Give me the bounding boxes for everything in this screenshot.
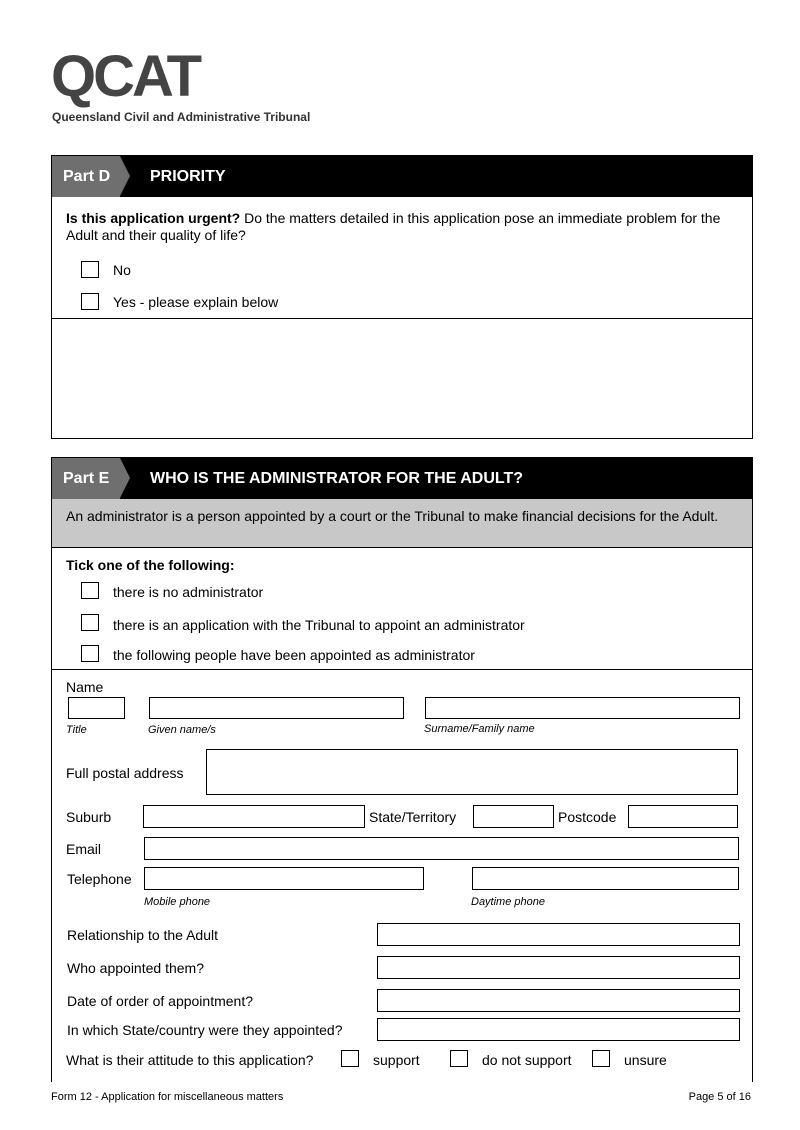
- page-number: Page 5 of 16: [688, 1091, 751, 1103]
- daytime-phone-hint: Daytime phone: [471, 896, 545, 908]
- suburb-input[interactable]: [143, 805, 365, 828]
- relationship-label: Relationship to the Adult: [67, 927, 218, 943]
- name-label: Name: [66, 679, 104, 695]
- title-hint: Title: [66, 724, 87, 736]
- state-country-label: In which State/country were they appointed?: [67, 1022, 343, 1038]
- telephone-label: Telephone: [67, 871, 132, 887]
- urgent-yes-checkbox[interactable]: [81, 293, 99, 310]
- urgent-yes-label: Yes - please explain below: [113, 294, 279, 310]
- urgency-question-bold: Is this application urgent?: [66, 210, 241, 226]
- urgency-explanation-field[interactable]: [52, 319, 752, 436]
- unsure-label: unsure: [624, 1052, 667, 1068]
- who-appointed-input[interactable]: [377, 956, 740, 979]
- postal-address-label: Full postal address: [66, 765, 184, 781]
- part-e-section: [51, 457, 753, 1082]
- part-e-header: [52, 458, 752, 499]
- administrator-appointed-label: the following people have been appointed as administrator: [113, 647, 475, 663]
- mobile-phone-input[interactable]: [144, 867, 424, 890]
- given-names-input[interactable]: [149, 697, 404, 719]
- administrator-definition: An administrator is a person appointed by a court or the Tribunal to make financial decisions for the Adult.: [66, 508, 719, 524]
- suburb-label: Suburb: [66, 809, 112, 825]
- appointment-date-input[interactable]: [377, 989, 740, 1012]
- administrator-appointed-checkbox[interactable]: [81, 645, 99, 662]
- part-d-header: [52, 156, 752, 197]
- state-country-input[interactable]: [377, 1018, 740, 1041]
- urgent-no-checkbox[interactable]: [81, 261, 99, 278]
- state-territory-input[interactable]: [473, 805, 554, 828]
- do-not-support-label: do not support: [482, 1052, 572, 1068]
- do-not-support-checkbox[interactable]: [450, 1050, 468, 1067]
- support-checkbox[interactable]: [341, 1050, 359, 1067]
- urgent-no-label: No: [113, 262, 131, 278]
- state-territory-label: State/Territory: [369, 809, 457, 825]
- appointment-date-label: Date of order of appointment?: [67, 993, 254, 1009]
- daytime-phone-input[interactable]: [472, 867, 739, 890]
- tick-instruction: Tick one of the following:: [66, 557, 235, 573]
- form-name: Form 12 - Application for miscellaneous matters: [51, 1091, 284, 1103]
- relationship-input[interactable]: [377, 923, 740, 946]
- title-input[interactable]: [68, 697, 125, 719]
- urgency-question: [66, 210, 738, 244]
- no-administrator-label: there is no administrator: [113, 584, 264, 600]
- application-pending-label: there is an application with the Tribunal to appoint an administrator: [113, 617, 525, 633]
- given-names-hint: Given name/s: [148, 724, 216, 736]
- part-d-section: [51, 155, 753, 439]
- urgency-question-text: Do the matters detailed in this application pose an immediate problem for the Adult and their quality of life?: [66, 210, 721, 243]
- part-e-tab: Part E: [52, 458, 120, 499]
- mobile-phone-hint: Mobile phone: [144, 896, 211, 908]
- application-pending-checkbox[interactable]: [81, 614, 99, 631]
- postal-address-input[interactable]: [206, 749, 738, 795]
- divider: [52, 669, 752, 670]
- postcode-label: Postcode: [558, 809, 617, 825]
- postcode-input[interactable]: [628, 805, 738, 828]
- part-d-tab: Part D: [52, 156, 120, 197]
- qcat-logo: QCAT: [51, 44, 200, 109]
- organisation-name: Queensland Civil and Administrative Tribunal: [52, 110, 311, 124]
- support-label: support: [373, 1052, 420, 1068]
- surname-input[interactable]: [425, 697, 740, 719]
- who-appointed-label: Who appointed them?: [67, 960, 204, 976]
- no-administrator-checkbox[interactable]: [81, 582, 99, 599]
- email-input[interactable]: [144, 837, 739, 860]
- email-label: Email: [66, 841, 102, 857]
- surname-hint: Surname/Family name: [424, 723, 535, 735]
- unsure-checkbox[interactable]: [592, 1050, 610, 1067]
- part-d-title: PRIORITY: [150, 168, 226, 185]
- attitude-label: What is their attitude to this application?: [66, 1052, 314, 1068]
- part-e-title: WHO IS THE ADMINISTRATOR FOR THE ADULT?: [150, 470, 524, 487]
